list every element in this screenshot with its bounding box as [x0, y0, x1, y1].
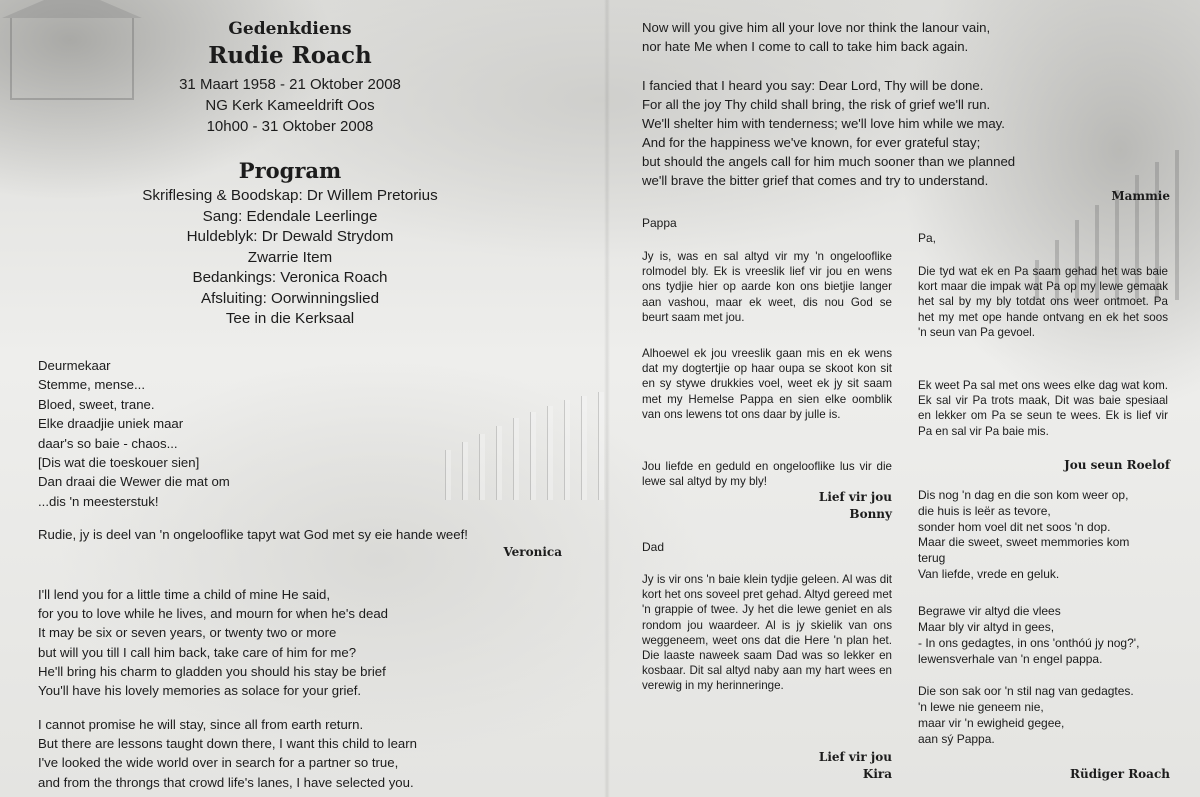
- rudiger-stanza-1: [918, 488, 1129, 583]
- poem-line: Elke draadjie uniek maar: [38, 416, 184, 432]
- service-title: Gedenkdiens: [228, 19, 352, 39]
- roelof-signature: Jou seun Roelof: [1064, 458, 1170, 472]
- poem-line: but should the angels call for him much sooner than we planned: [642, 154, 1016, 169]
- poem-line: Now will you give him all your love nor think the lanour vain,: [642, 20, 991, 35]
- poem-line: Van liefde, vrede en geluk.: [918, 566, 1060, 581]
- rudiger-signature: Rüdiger Roach: [1070, 767, 1170, 781]
- poem-line: Bloed, sweet, trane.: [38, 396, 155, 412]
- veronica-signature: Veronica: [503, 545, 562, 559]
- lend-poem: [38, 585, 388, 700]
- poem-line: Dis nog 'n dag en die son kom weer op,: [918, 488, 1129, 502]
- poem-line: 'n lewe nie geneem nie,: [918, 700, 1044, 714]
- program-item: Afsluiting: Oorwinningslied: [200, 289, 380, 307]
- poem-line: Die son sak oor 'n stil nag van gedagtes.: [918, 684, 1134, 698]
- poem-line: daar's so baie - chaos...: [38, 435, 178, 451]
- poem-line: For all the joy Thy child shall bring, the risk of grief we'll run.: [642, 97, 991, 112]
- kira-sign-line2: Kira: [862, 767, 892, 781]
- service-venue: NG Kerk Kameeldrift Oos: [205, 97, 375, 114]
- poem-line: Stemme, mense...: [38, 377, 146, 393]
- bonny-paragraph: Jou liefde en geduld en ongelooflike lus vir die lewe sal altyd by my bly!: [642, 460, 892, 489]
- poem-line: Maar die sweet, sweet memmories kom: [918, 535, 1130, 550]
- program-item: Bedankings: Veronica Roach: [192, 269, 388, 286]
- poem-line: lewensverhale van 'n engel pappa.: [918, 652, 1103, 666]
- roelof-paragraph: Ek weet Pa sal met ons wees elke dag wat kom. Ek sal vir Pa trots maak, Dit was baie spesiaal en lekker om Pa se seun te wees. Ek is lief vir Pa en sal vir Pa baie mis.: [918, 379, 1168, 438]
- poem-line: Deurmekaar: [38, 358, 111, 373]
- fancied-poem: [642, 76, 1015, 190]
- kira-heading: Dad: [642, 540, 665, 554]
- poem-line: nor hate Me when I come to call to take him back again.: [642, 39, 969, 55]
- poem-line: die huis is leër as tevore,: [918, 503, 1051, 518]
- kira-sign-line1: Lief vir jou: [818, 750, 892, 764]
- background-fence-photo: [440, 390, 620, 500]
- deceased-name: Rudie Roach: [208, 42, 372, 69]
- background-house-photo: [10, 18, 134, 100]
- program-item: Sang: Edendale Leerlinge: [202, 207, 378, 225]
- poem-line: I cannot promise he will stay, since all from earth return.: [38, 717, 364, 732]
- poem-line: And for the happiness we've known, for ever grateful stay;: [642, 135, 981, 150]
- bonny-paragraph: Alhoewel ek jou vreeslik gaan mis en ek wens dat my dogtertjie op haar oupa se skoot kon sit en sy stywe drukkies voel, weet ek jy sit saam met my Hemelse Pappa en sien elke oomblik van ons lewens tot ons daar by julle is.: [642, 347, 892, 421]
- poem-line: for you to love while he lives, and mourn for when he's dead: [38, 606, 388, 622]
- bonny-heading: Pappa: [642, 216, 677, 230]
- poem-line: aan sý Pappa.: [918, 732, 995, 746]
- roelof-heading: Pa,: [918, 231, 937, 245]
- deurmekaar-poem: [38, 356, 230, 511]
- poem-line: I'll lend you for a little time a child of mine He said,: [38, 587, 331, 602]
- bonny-paragraph: Jy is, was en sal altyd vir my 'n ongelooflike rolmodel bly. Ek is vreeslik lief vir jou en wens ons tydjie hier op aarde kon ons bietjie langer aan vashou, maar ek weet, dis nou God se beurt saam met jou.: [642, 250, 892, 324]
- poem-line: Begrawe vir altyd die vlees: [918, 604, 1061, 618]
- poem-line: but will you till I call him back, take care of him for me?: [38, 644, 357, 660]
- poem-line: - In ons gedagtes, in ons 'onthóú jy nog?',: [918, 636, 1140, 650]
- tapestry-line: Rudie, jy is deel van 'n ongelooflike tapyt wat God met sy eie hande weef!: [38, 527, 468, 542]
- mammie-signature: Mammie: [1111, 189, 1170, 203]
- poem-line: maar vir 'n ewigheid gegee,: [918, 716, 1065, 730]
- service-time: 10h00 - 31 Oktober 2008: [206, 118, 374, 135]
- program-title: Program: [238, 158, 342, 183]
- promise-poem: [38, 715, 417, 792]
- rudiger-stanza-2: [918, 603, 1139, 667]
- program-list: [110, 186, 470, 330]
- bonny-sign-line2: Bonny: [849, 507, 892, 521]
- program-item: Zwarrie Item: [247, 248, 333, 266]
- roelof-paragraph: Die tyd wat ek en Pa saam gehad het was baie kort maar die impak wat Pa op my lewe gemaak het sal by my bly totdat ons weer ontmoet. Pa het my met ope hande ontvang en ek het soos 'n seun van Pa gevoel.: [918, 265, 1168, 339]
- poem-line: ...dis 'n meesterstuk!: [38, 493, 159, 509]
- kira-paragraph: Jy is vir ons 'n baie klein tydjie geleen. Al was dit kort het ons soveel pret gehad. Altyd gereed met 'n grappie of twee. Jy het die lewe geniet en als rondom jou waardeer. Al is jy skielik van ons weggeneem, weet ons dat die Here 'n plan het. Die laaste naweek saam Dad was so lekker en kosbaar. Dit sal altyd naby aan my hart wees en verewig in my herinneringe.: [642, 573, 892, 693]
- page-fold: [604, 0, 610, 797]
- program-item: Skriflesing & Boodskap: Dr Willem Pretorius: [142, 187, 438, 204]
- poem-line: We'll shelter him with tenderness; we'll love him while we may.: [642, 116, 1005, 131]
- rudiger-stanza-3: [918, 683, 1134, 747]
- poem-line: and from the throngs that crowd life's lanes, I have selected you.: [38, 774, 414, 790]
- poem-line: Dan draai die Wewer die mat om: [38, 474, 230, 490]
- poem-line: But there are lessons taught down there, I want this child to learn: [38, 736, 417, 752]
- poem-line: I fancied that I heard you say: Dear Lord, Thy will be done.: [642, 78, 984, 93]
- poem-line: Maar bly vir altyd in gees,: [918, 620, 1055, 634]
- poem-line: terug: [918, 551, 946, 566]
- program-item: Huldeblyk: Dr Dewald Strydom: [186, 228, 394, 245]
- poem-line: It may be six or seven years, or twenty two or more: [38, 625, 337, 641]
- poem-line: [Dis wat die toeskouer sien]: [38, 455, 200, 471]
- poem-continued: [642, 18, 990, 56]
- program-item: Tee in die Kerksaal: [225, 310, 355, 327]
- bonny-sign-line1: Lief vir jou: [818, 490, 892, 504]
- poem-line: I've looked the wide world over in search for a partner so true,: [38, 755, 399, 771]
- poem-line: sonder hom voel dit net soos 'n dop.: [918, 519, 1111, 534]
- poem-line: You'll have his lovely memories as solace for your grief.: [38, 683, 362, 699]
- life-dates: 31 Maart 1958 - 21 Oktober 2008: [179, 76, 401, 93]
- poem-line: we'll brave the bitter grief that comes and try to understand.: [642, 173, 989, 188]
- poem-line: He'll bring his charm to gladden you should his stay be brief: [38, 663, 386, 679]
